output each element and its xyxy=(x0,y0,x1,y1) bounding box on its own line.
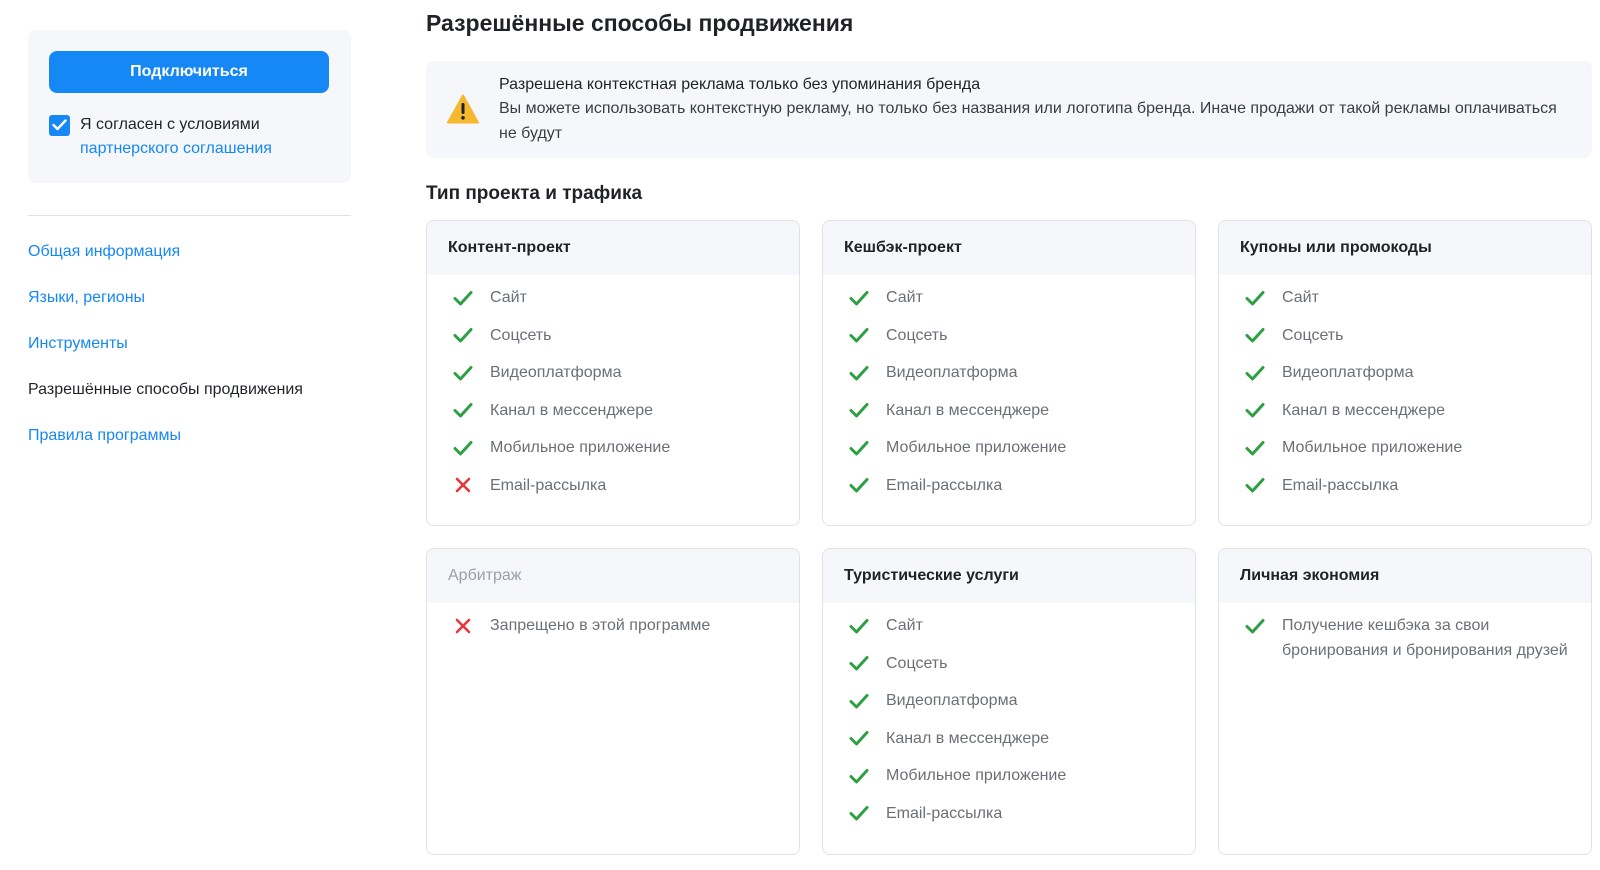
check-icon xyxy=(849,435,869,460)
nav-link-rules[interactable]: Правила программы xyxy=(28,427,182,444)
list-item-label: Канал в мессенджере xyxy=(490,401,654,419)
check-icon xyxy=(849,398,869,423)
nav-link-tools[interactable]: Инструменты xyxy=(28,335,128,352)
list-item xyxy=(1245,360,1570,398)
main-content xyxy=(426,0,1592,855)
list-item xyxy=(453,435,778,473)
card-item-list xyxy=(1219,275,1591,510)
list-item xyxy=(849,613,1174,651)
nav-item-languages[interactable] xyxy=(28,287,351,333)
list-item xyxy=(453,360,778,398)
project-card xyxy=(1218,548,1592,855)
list-item xyxy=(849,651,1174,689)
sidebar-nav xyxy=(28,241,351,471)
agreement-checkbox[interactable] xyxy=(49,115,70,136)
list-item xyxy=(1245,613,1570,663)
section-title: Тип проекта и трафика xyxy=(426,183,643,204)
alert-banner xyxy=(426,61,1592,158)
check-icon xyxy=(849,285,869,310)
check-icon xyxy=(849,323,869,348)
list-item xyxy=(849,285,1174,323)
list-item-label: Видеоплатформа xyxy=(490,364,622,381)
list-item xyxy=(849,473,1174,511)
card-title: Кешбэк-проект xyxy=(823,221,1195,275)
list-item xyxy=(849,323,1174,361)
check-icon xyxy=(849,726,869,751)
sidebar xyxy=(28,0,351,471)
nav-item-general[interactable] xyxy=(28,241,351,287)
list-item-label: Сайт xyxy=(886,617,923,634)
list-item-label: Сайт xyxy=(886,289,923,306)
nav-link-general[interactable]: Общая информация xyxy=(28,243,181,260)
project-card xyxy=(822,548,1196,855)
check-icon xyxy=(453,398,473,423)
list-item-label: Сайт xyxy=(1282,289,1319,306)
list-item-label: Соцсеть xyxy=(886,326,948,344)
list-item xyxy=(849,398,1174,436)
list-item-label: Email-рассылка xyxy=(1282,476,1399,494)
check-icon xyxy=(849,473,869,498)
list-item-label: Видеоплатформа xyxy=(1282,364,1414,381)
sidebar-divider xyxy=(28,215,351,216)
list-item xyxy=(1245,473,1570,511)
list-item xyxy=(849,801,1174,839)
project-card xyxy=(426,548,800,855)
card-title: Туристические услуги xyxy=(823,549,1195,603)
check-icon xyxy=(849,688,869,713)
project-type-grid xyxy=(426,220,1592,855)
cross-icon xyxy=(453,613,473,638)
nav-item-rules[interactable] xyxy=(28,425,351,471)
list-item xyxy=(849,688,1174,726)
checkmark-icon xyxy=(52,119,67,131)
list-item xyxy=(453,473,778,511)
list-item-label: Канал в мессенджере xyxy=(886,729,1050,747)
agreement-row xyxy=(49,113,330,161)
list-item xyxy=(849,763,1174,801)
project-card xyxy=(426,220,800,526)
connect-panel xyxy=(28,30,351,183)
check-icon xyxy=(1245,360,1265,385)
list-item-label: Соцсеть xyxy=(490,326,552,344)
project-card xyxy=(1218,220,1592,526)
list-item-label: Email-рассылка xyxy=(886,476,1003,494)
list-item-label: Канал в мессенджере xyxy=(1282,401,1446,419)
check-icon xyxy=(453,360,473,385)
warning-icon xyxy=(447,94,479,124)
card-title: Контент-проект xyxy=(427,221,799,275)
check-icon xyxy=(1245,613,1265,638)
list-item xyxy=(453,285,778,323)
list-item-label: Мобильное приложение xyxy=(490,439,671,456)
list-item-label: Мобильное приложение xyxy=(886,767,1067,784)
list-item-label: Получение кешбэка за свои бронирования и бронирования друзей xyxy=(1282,617,1568,659)
check-icon xyxy=(849,613,869,638)
list-item xyxy=(1245,285,1570,323)
list-item-label: Email-рассылка xyxy=(490,476,607,494)
list-item-label: Соцсеть xyxy=(1282,326,1344,344)
agreement-text xyxy=(80,113,272,161)
list-item-label: Канал в мессенджере xyxy=(886,401,1050,419)
check-icon xyxy=(1245,398,1265,423)
list-item-label: Соцсеть xyxy=(886,654,948,672)
card-title: Личная экономия xyxy=(1219,549,1591,603)
check-icon xyxy=(1245,323,1265,348)
check-icon xyxy=(849,763,869,788)
list-item-label: Видеоплатформа xyxy=(886,364,1018,381)
card-item-list xyxy=(427,603,799,651)
card-item-list xyxy=(427,275,799,510)
check-icon xyxy=(849,801,869,826)
list-item xyxy=(453,323,778,361)
check-icon xyxy=(849,360,869,385)
card-item-list xyxy=(823,603,1195,838)
card-title: Арбитраж xyxy=(427,549,799,603)
nav-item-promotion-methods[interactable] xyxy=(28,379,351,425)
alert-title: Разрешена контекстная реклама только без упоминания бренда xyxy=(499,76,981,93)
nav-link-promotion-methods: Разрешённые способы продвижения xyxy=(28,381,303,398)
cross-icon xyxy=(453,473,473,498)
check-icon xyxy=(453,435,473,460)
card-title: Купоны или промокоды xyxy=(1219,221,1591,275)
connect-button[interactable]: Подключиться xyxy=(49,51,329,93)
list-item xyxy=(453,398,778,436)
list-item-label: Мобильное приложение xyxy=(1282,439,1463,456)
check-icon xyxy=(453,323,473,348)
list-item xyxy=(1245,398,1570,436)
list-item xyxy=(849,435,1174,473)
list-item-label: Мобильное приложение xyxy=(886,439,1067,456)
card-item-list xyxy=(1219,603,1591,663)
nav-item-tools[interactable] xyxy=(28,333,351,379)
list-item-label: Email-рассылка xyxy=(886,804,1003,822)
check-icon xyxy=(1245,435,1265,460)
list-item-label: Сайт xyxy=(490,289,527,306)
card-item-list xyxy=(823,275,1195,510)
page-title: Разрешённые способы продвижения xyxy=(426,10,854,36)
list-item-label: Запрещено в этой программе xyxy=(490,617,711,634)
check-icon xyxy=(453,285,473,310)
check-icon xyxy=(1245,473,1265,498)
nav-link-languages[interactable]: Языки, регионы xyxy=(28,289,146,306)
project-card xyxy=(822,220,1196,526)
list-item xyxy=(1245,323,1570,361)
list-item xyxy=(849,360,1174,398)
alert-body: Вы можете использовать контекстную рекламу, но только без названия или логотипа бренда. Иначе продажи от такой рекламы оплачиваться не будут xyxy=(499,100,1557,142)
list-item xyxy=(453,613,778,651)
agreement-label: Я согласен с условиями xyxy=(80,116,260,133)
list-item-label: Видеоплатформа xyxy=(886,692,1018,709)
list-item xyxy=(849,726,1174,764)
agreement-link[interactable]: партнерского соглашения xyxy=(80,140,272,157)
list-item xyxy=(1245,435,1570,473)
check-icon xyxy=(849,651,869,676)
check-icon xyxy=(1245,285,1265,310)
